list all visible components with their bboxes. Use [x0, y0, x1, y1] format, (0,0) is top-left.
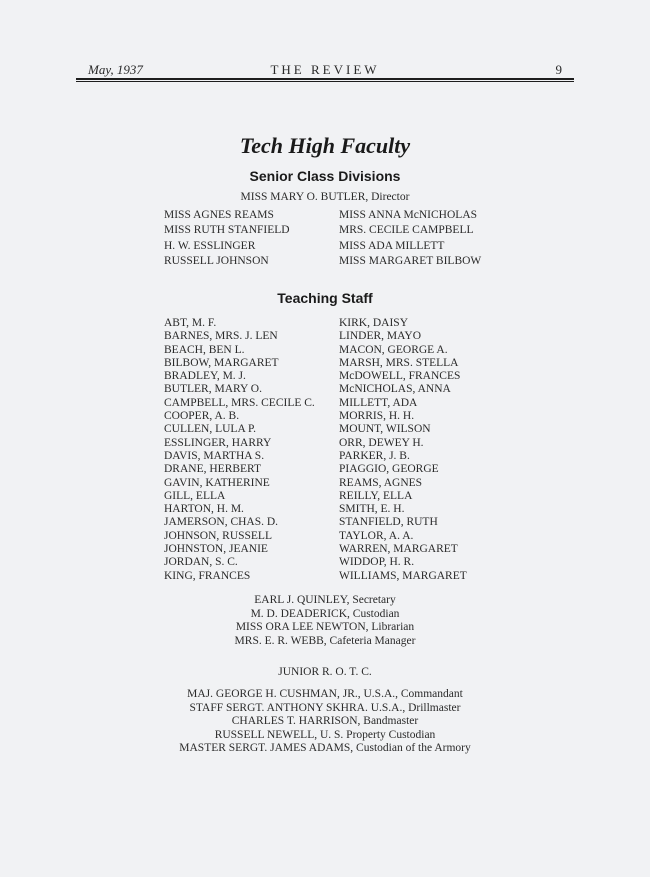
- staff-member: BARNES, MRS. J. LEN: [164, 330, 278, 343]
- publication-name: THE REVIEW: [270, 62, 380, 77]
- staff-member: GILL, ELLA: [164, 489, 226, 502]
- staff-member: McNICHOLAS, ANNA: [339, 383, 451, 396]
- page-title: Tech High Faculty: [239, 133, 411, 158]
- rotc-members-list: [0, 688, 650, 756]
- division-member: MISS RUTH STANFIELD: [164, 224, 290, 237]
- division-member: MRS. CECILE CAMPBELL: [339, 224, 474, 237]
- division-member: MISS ANNA McNICHOLAS: [339, 209, 478, 221]
- division-member: MISS ADA MILLETT: [339, 239, 445, 252]
- staff-member: ORR, DEWEY H.: [339, 436, 424, 449]
- header-rule-thin: [76, 81, 574, 82]
- division-member: MISS MARGARET BILBOW: [339, 254, 482, 267]
- staff-member: MORRIS, H. H.: [339, 410, 415, 423]
- staff-member: BEACH, BEN L.: [164, 343, 245, 356]
- staff-member: LINDER, MAYO: [339, 330, 421, 343]
- office-staff-list: [0, 594, 650, 648]
- staff-member: HARTON, H. M.: [164, 503, 244, 516]
- staff-member: PARKER, J. B.: [339, 449, 410, 462]
- rotc-member: CHARLES T. HARRISON, Bandmaster: [231, 715, 419, 727]
- staff-member: ABT, M. F.: [164, 317, 217, 329]
- staff-member: WILLIAMS, MARGARET: [339, 569, 467, 582]
- staff-member: BRADLEY, M. J.: [164, 370, 246, 383]
- staff-member: REAMS, AGNES: [339, 476, 423, 489]
- staff-member: STANFIELD, RUTH: [339, 516, 438, 529]
- staff-member: GAVIN, KATHERINE: [164, 476, 270, 489]
- staff-member: WARREN, MARGARET: [339, 543, 458, 556]
- staff-member: CULLEN, LULA P.: [164, 423, 256, 436]
- office-staff-entry: EARL J. QUINLEY, Secretary: [254, 594, 396, 606]
- rotc-member: MAJ. GEORGE H. CUSHMAN, JR., U.S.A., Commandant: [187, 688, 463, 700]
- office-staff-entry: MRS. E. R. WEBB, Cafeteria Manager: [234, 634, 416, 647]
- staff-member: MILLETT, ADA: [339, 396, 418, 409]
- staff-member: KING, FRANCES: [164, 569, 251, 582]
- issue-date: May, 1937: [88, 62, 143, 77]
- staff-member: SMITH, E. H.: [339, 503, 405, 516]
- staff-member: REILLY, ELLA: [339, 489, 413, 502]
- staff-member: PIAGGIO, GEORGE: [339, 463, 439, 476]
- office-staff-entry: M. D. DEADERICK, Custodian: [250, 607, 400, 620]
- staff-member: CAMPBELL, MRS. CECILE C.: [164, 396, 315, 409]
- staff-member: BILBOW, MARGARET: [164, 356, 279, 369]
- staff-member: WIDDOP, H. R.: [339, 556, 415, 569]
- staff-member: DRANE, HERBERT: [164, 463, 262, 476]
- senior-divisions-left-column: [164, 208, 290, 269]
- staff-member: TAYLOR, A. A.: [339, 529, 414, 542]
- staff-member: ESSLINGER, HARRY: [164, 436, 272, 449]
- teaching-staff-heading: Teaching Staff: [277, 290, 373, 306]
- page-number: 9: [555, 62, 562, 77]
- staff-member: COOPER, A. B.: [164, 410, 240, 423]
- staff-member: DAVIS, MARTHA S.: [164, 449, 265, 462]
- division-member: H. W. ESSLINGER: [164, 239, 256, 252]
- staff-member: JOHNSTON, JEANIE: [164, 543, 268, 556]
- staff-member: BUTLER, MARY O.: [164, 383, 262, 396]
- division-director: MISS MARY O. BUTLER, Director: [240, 191, 410, 203]
- staff-member: JOHNSON, RUSSELL: [164, 529, 272, 542]
- staff-member: JORDAN, S. C.: [164, 556, 238, 569]
- running-header: [76, 60, 574, 82]
- staff-member: KIRK, DAISY: [339, 317, 408, 329]
- staff-member: MARSH, MRS. STELLA: [339, 356, 459, 369]
- office-staff-entry: MISS ORA LEE NEWTON, Librarian: [235, 621, 415, 633]
- staff-member: McDOWELL, FRANCES: [339, 370, 461, 383]
- staff-member: JAMERSON, CHAS. D.: [164, 516, 279, 529]
- senior-divisions-right-column: [339, 208, 481, 269]
- division-member: MISS AGNES REAMS: [164, 209, 274, 221]
- staff-member: MACON, GEORGE A.: [339, 343, 448, 356]
- teaching-staff-right-column: [339, 317, 467, 583]
- teaching-staff-left-column: [164, 317, 315, 583]
- division-member: RUSSELL JOHNSON: [164, 254, 269, 267]
- senior-divisions-heading: Senior Class Divisions: [249, 168, 401, 184]
- rotc-member: RUSSELL NEWELL, U. S. Property Custodian: [214, 728, 436, 741]
- staff-member: MOUNT, WILSON: [339, 423, 431, 436]
- rotc-heading: JUNIOR R. O. T. C.: [278, 666, 372, 678]
- rotc-member: STAFF SERGT. ANTHONY SKHRA. U.S.A., Drillmaster: [189, 701, 461, 714]
- header-rule-thick: [76, 78, 574, 80]
- rotc-member: MASTER SERGT. JAMES ADAMS, Custodian of the Armory: [179, 742, 471, 754]
